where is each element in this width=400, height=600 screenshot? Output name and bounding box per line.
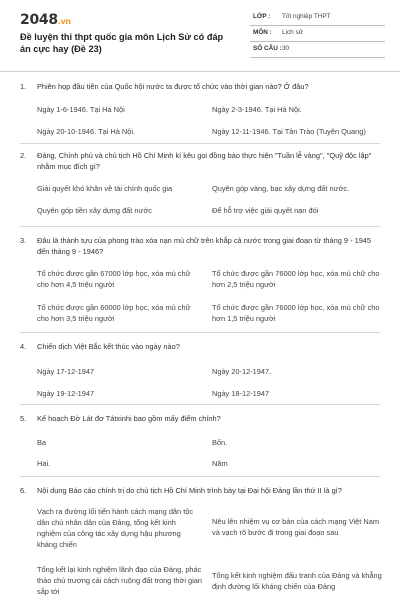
answer-c[interactable]: Hai. bbox=[37, 459, 51, 468]
question-number: 5. bbox=[20, 414, 27, 423]
answer-c[interactable]: Ngày 20-10-1946. Tại Hà Nội. bbox=[37, 127, 136, 136]
meta-key: LỚP : bbox=[253, 13, 271, 20]
answer-d[interactable]: Tổng kết kinh nghiệm đấu tranh của Đảng và khẳng định đường lối kháng chiến của Đảng bbox=[212, 571, 382, 591]
answer-b[interactable]: Quyên góp vàng, bạc xây dựng đất nước. bbox=[212, 184, 350, 193]
question-number: 1. bbox=[20, 82, 27, 91]
answer-b[interactable]: Ngày 20-12-1947. bbox=[212, 367, 272, 376]
meta-value: Lịch sử bbox=[282, 29, 303, 36]
question-number: 3. bbox=[20, 236, 27, 245]
question-number: 2. bbox=[20, 151, 27, 160]
question-number: 6. bbox=[20, 486, 27, 495]
answer-a[interactable]: Giải quyết khó khăn về tài chính quốc gia bbox=[37, 184, 173, 193]
answer-b[interactable]: Nêu lên nhiệm vụ cơ bản của cách mạng Việt Nam và vạch rõ bước đi trong giai đoạn sau bbox=[212, 517, 379, 537]
answer-d[interactable]: Ngày 18-12-1947 bbox=[212, 389, 270, 398]
divider bbox=[20, 476, 380, 477]
divider bbox=[20, 226, 380, 227]
question-number: 4. bbox=[20, 342, 27, 351]
divider bbox=[20, 404, 380, 405]
answer-d[interactable]: Để hỗ trợ việc giải quyết nạn đói bbox=[212, 206, 319, 215]
answer-c[interactable]: Quyên góp tiền xây dựng đất nước bbox=[37, 206, 152, 215]
site-logo[interactable] bbox=[20, 12, 71, 28]
logo-text: 2048 bbox=[20, 12, 58, 28]
question-text: Kế hoạch Đờ Lát đơ Tátxinhi bao gồm mấy điểm chính? bbox=[37, 414, 221, 423]
question-text: Đảng, Chính phủ và chủ tịch Hồ Chí Minh kí kêu gọi đồng bào thực hiện "Tuần lễ vàng", "Quỹ độc lập" nhằm mục đích gì? bbox=[37, 151, 372, 171]
meta-value: Tốt nghiệp THPT bbox=[282, 13, 331, 20]
meta-value: 30 bbox=[282, 45, 290, 52]
question-text: Phiên họp đầu tiên của Quốc hội nước ta được tổ chức vào thời gian nào? Ở đâu? bbox=[37, 82, 309, 91]
document-title: Đề luyện thi thpt quốc gia môn Lịch Sử có đáp án cực hay (Đề 23) bbox=[20, 32, 224, 54]
answer-a[interactable]: Ngày 1-6-1946. Tại Hà Nội bbox=[37, 105, 125, 114]
answer-c[interactable]: Ngày 19-12-1947 bbox=[37, 389, 95, 398]
meta-row-count bbox=[250, 43, 385, 58]
divider bbox=[20, 143, 380, 144]
meta-key: SỐ CÂU : bbox=[253, 45, 282, 52]
answer-a[interactable]: Ngày 17-12-1947 bbox=[37, 367, 95, 376]
answer-d[interactable]: Ngày 12-11-1946. Tại Tân Trào (Tuyên Quang) bbox=[212, 127, 366, 136]
answer-b[interactable]: Tổ chức được gần 76000 lớp học, xóa mù chữ cho hơn 2,5 triệu người bbox=[212, 269, 380, 289]
question-text: Chiến dịch Việt Bắc kết thúc vào ngày nào? bbox=[37, 342, 180, 351]
answer-c[interactable]: Tổng kết lại kinh nghiệm lãnh đạo của Đảng, phác thảo chủ trương cải cách ruộng đất trong thời gian sắp tới bbox=[37, 565, 203, 596]
answer-b[interactable]: Bốn. bbox=[212, 438, 228, 447]
meta-row-subject bbox=[250, 27, 385, 42]
question-text: Nội dung Báo cáo chính trị do chủ tịch Hồ Chí Minh trình bày tại Đại hội Đảng lần thứ II là gì? bbox=[37, 486, 342, 495]
answer-b[interactable]: Ngày 2-3-1946. Tại Hà Nội. bbox=[212, 105, 302, 114]
logo-suffix: .vn bbox=[57, 17, 71, 26]
meta-table bbox=[250, 11, 385, 59]
question-text: Đâu là thành tựu của phong trào xóa nạn mù chữ trên khắp cả nước trong giai đoạn từ tháng 9 - 1945 đến tháng 9 - 1946? bbox=[37, 236, 372, 256]
answer-d[interactable]: Năm bbox=[212, 459, 228, 468]
meta-key: MÔN : bbox=[253, 29, 272, 36]
answer-a[interactable]: Tổ chức được gần 67000 lớp học, xóa mù chữ cho hơn 4,5 triệu người bbox=[37, 269, 191, 289]
answer-a[interactable]: Ba bbox=[37, 438, 47, 447]
answer-a[interactable]: Vạch ra đường lối tiến hành cách mạng dân tộc dân chủ nhân dân của Đảng, tổng kết kinh nghiệm của công tác xây dựng hậu phương kháng chiến bbox=[37, 507, 194, 549]
answer-c[interactable]: Tổ chức được gần 60000 lớp học, xóa mù chữ cho hơn 3,5 triệu người bbox=[37, 303, 191, 323]
meta-row-class bbox=[250, 11, 385, 26]
answer-d[interactable]: Tổ chức được gần 76000 lớp học, xóa mù chữ cho hơn 1,5 triệu người bbox=[212, 303, 380, 323]
document-header bbox=[0, 0, 400, 72]
divider bbox=[20, 332, 380, 333]
